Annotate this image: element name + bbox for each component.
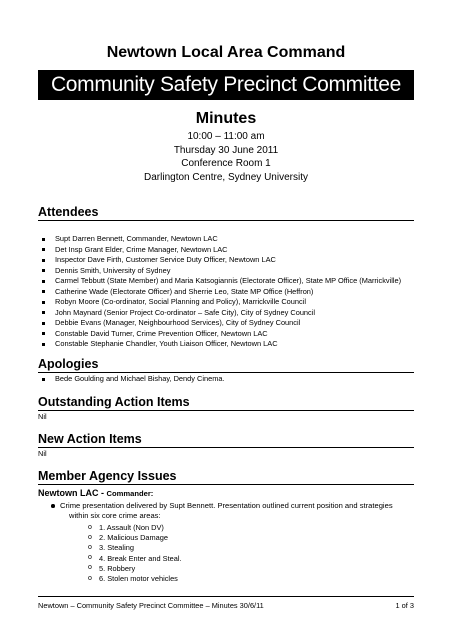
apologies-heading: Apologies xyxy=(38,357,414,373)
list-item: Carmel Tebbutt (State Member) and Maria Katsogiannis (Electorate Officer), State MP Office (Marrickville) xyxy=(38,276,418,287)
meeting-room: Conference Room 1 xyxy=(181,158,271,169)
footer-title: Newtown – Community Safety Precinct Committee – Minutes 30/6/11 xyxy=(38,601,264,610)
meeting-date: Thursday 30 June 2011 xyxy=(173,144,279,156)
committee-banner: Community Safety Precinct Committee xyxy=(38,70,414,100)
apologies-list xyxy=(38,374,418,385)
meeting-venue: Darlington Centre, Sydney University xyxy=(144,171,308,183)
agency-item-line: Crime presentation delivered by Supt Bennett. Presentation outlined current position and strategies xyxy=(60,501,393,510)
list-item: Det Insp Grant Elder, Crime Manager, Newtown LAC xyxy=(38,245,418,256)
agency-role: Commander: xyxy=(106,489,154,498)
outstanding-heading: Outstanding Action Items xyxy=(38,395,414,411)
member-agency-heading: Member Agency Issues xyxy=(38,469,414,485)
list-item: Constable David Turner, Crime Prevention Officer, Newtown LAC xyxy=(38,329,418,340)
footer-divider xyxy=(38,596,414,597)
meeting-time: 10:00 – 11:00 am xyxy=(187,131,265,142)
list-item: o 2. Malicious Damage xyxy=(88,533,182,543)
list-item: Debbie Evans (Manager, Neighbourhood Services), City of Sydney Council xyxy=(38,318,418,329)
outstanding-text: Nil xyxy=(38,412,47,421)
meeting-details xyxy=(0,130,452,184)
list-item: Dennis Smith, University of Sydney xyxy=(38,266,418,277)
list-item: o 1. Assault (Non DV) xyxy=(88,523,182,533)
page-number: 1 of 3 xyxy=(395,601,414,610)
agency-item xyxy=(60,501,416,521)
crime-areas-list xyxy=(88,523,182,584)
list-item: Robyn Moore (Co-ordinator, Social Planning and Policy), Marrickville Council xyxy=(38,297,418,308)
list-item: o 3. Stealing xyxy=(88,543,182,553)
list-item: o 6. Stolen motor vehicles xyxy=(88,574,182,584)
agency-org: Newtown LAC - xyxy=(38,488,107,498)
attendees-list xyxy=(38,234,418,350)
attendees-heading: Attendees xyxy=(38,205,414,221)
list-item: Catherine Wade (Electorate Officer) and Sherrie Leo, State MP Office (Heffron) xyxy=(38,287,418,298)
new-actions-heading: New Action Items xyxy=(38,432,414,448)
org-title: Newtown Local Area Command xyxy=(106,44,346,61)
list-item: o 5. Robbery xyxy=(88,564,182,574)
list-item: Constable Stephanie Chandler, Youth Liaison Officer, Newtown LAC xyxy=(38,339,418,350)
list-item: Inspector Dave Firth, Customer Service Duty Officer, Newtown LAC xyxy=(38,255,418,266)
bullet-icon xyxy=(51,504,55,508)
list-item: John Maynard (Senior Project Co-ordinator – Safe City), City of Sydney Council xyxy=(38,308,418,319)
list-item: o 4. Break Enter and Steal. xyxy=(88,554,182,564)
minutes-title: Minutes xyxy=(195,110,257,127)
list-item: Bede Goulding and Michael Bishay, Dendy Cinema. xyxy=(38,374,418,385)
list-item: Supt Darren Bennett, Commander, Newtown LAC xyxy=(38,234,418,245)
agency-item-line: within six core crime areas: xyxy=(69,511,161,520)
new-actions-text: Nil xyxy=(38,449,47,458)
agency-subheading xyxy=(38,488,153,498)
